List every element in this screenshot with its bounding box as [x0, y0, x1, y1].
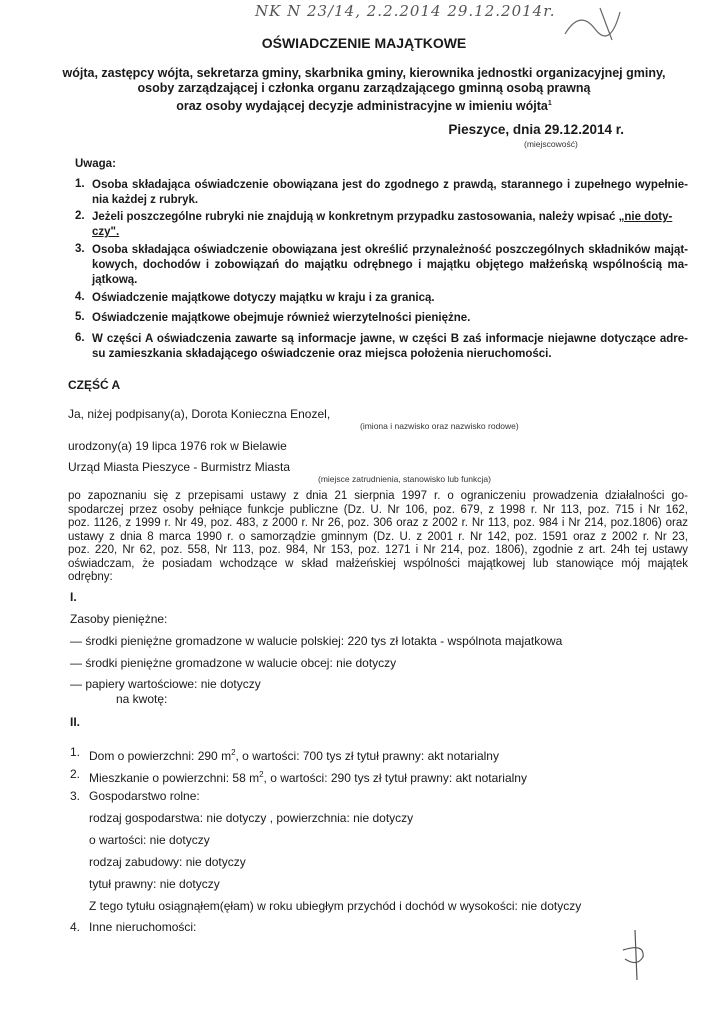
- other-property-title: Inne nieruchomości:: [89, 920, 197, 934]
- subtitle-line-1: wójta, zastępcy wójta, sekretarza gminy, skarbnika gminy, kierownika jednostki organizacyjnej gminy,: [62, 66, 666, 80]
- farm-value: o wartości: nie dotyczy: [89, 833, 210, 847]
- place-date: Pieszyce, dnia 29.12.2014 r.: [448, 122, 624, 137]
- part-a-heading: CZĘŚĆ A: [68, 378, 121, 392]
- uwaga-label: Uwaga:: [75, 158, 116, 170]
- securities-amount: na kwotę:: [116, 692, 168, 706]
- place-caption: (miejscowość): [524, 139, 578, 149]
- farm-title: Gospodarstwo rolne:: [89, 789, 200, 803]
- handwritten-reference-number: NK N 23/14, 2.2.2014 29.12.2014r.: [255, 2, 556, 20]
- declarant-line: Ja, niżej podpisany(a), Dorota Konieczna Enozel,: [68, 407, 331, 421]
- cash-foreign: — środki pieniężne gromadzone w walucie obcej: nie dotyczy: [70, 656, 397, 670]
- handwritten-initials: [615, 925, 655, 985]
- note-5: Oświadczenie majątkowe obejmuje również wierzytelności pieniężne.: [92, 312, 471, 324]
- house-num: 1.: [70, 745, 81, 759]
- section-1-heading: I.: [70, 590, 77, 604]
- note-3: Osoba składająca oświadczenie obowiązana jest określić przynależność poszczególnych składników mająt- kowych, dochodów i zobowiązań do majątku odrębnego i majątku objętego małżeńską wspólnością ma- jątkową.: [92, 244, 688, 286]
- farm-type: rodzaj gospodarstwa: nie dotyczy , powierzchnia: nie dotyczy: [89, 811, 414, 825]
- farm-num: 3.: [70, 789, 81, 803]
- employer-caption: (miejsce zatrudnienia, stanowisko lub funkcja): [318, 474, 491, 484]
- note-4: Oświadczenie majątkowe dotyczy majątku w kraju i za granicą.: [92, 292, 435, 304]
- born-line: urodzony(a) 19 lipca 1976 rok w Bielawie: [68, 439, 287, 453]
- farm-title-legal: tytuł prawny: nie dotyczy: [89, 877, 220, 891]
- flat-line: Mieszkanie o powierzchni: 58 $m^2$, o wartości: 290 tys zł tytuł prawny: akt notarialny: [89, 770, 527, 785]
- note-1: Osoba składająca oświadczenie obowiązana jest do zgodnego z prawdą, starannego i zupełnego wypełnie- nia każdej z rubryk.: [92, 179, 688, 206]
- farm-buildings: rodzaj zabudowy: nie dotyczy: [89, 855, 246, 869]
- other-property-num: 4.: [70, 920, 81, 934]
- securities: — papiery wartościowe: nie dotyczy: [70, 677, 261, 691]
- employer-line: Urząd Miasta Pieszyce - Burmistrz Miasta: [68, 460, 291, 474]
- subtitle-line-3: oraz osoby wydającej decyzje administracyjne w imieniu wójta$^1$: [176, 99, 552, 114]
- note-6: W części A oświadczenia zawarte są informacje jawne, w części B zaś informacje niejawne dotyczące adre- su zamieszkania składającego oświadczenie oraz miejsca położenia nieruchomości.: [92, 333, 688, 360]
- section-1-title: Zasoby pieniężne:: [70, 612, 168, 626]
- note-2: Jeżeli poszczególne rubryki nie znajdują w konkretnym przypadku zastosowania, należy wpisać „nie doty- czy".: [92, 211, 673, 238]
- subtitle-line-2: osoby zarządzającej i członka organu zarządzającego gminną osobą prawną: [137, 81, 591, 95]
- house-line: Dom o powierzchni: 290 $m^2$, o wartości: 700 tys zł tytuł prawny: akt notarialny: [89, 748, 499, 763]
- declarant-caption: (imiona i nazwisko oraz nazwisko rodowe): [360, 421, 519, 431]
- section-2-heading: II.: [70, 715, 81, 729]
- flat-num: 2.: [70, 767, 81, 781]
- document-title: OŚWIADCZENIE MAJĄTKOWE: [261, 35, 467, 51]
- farm-income: Z tego tytułu osiągnąłem(ęłam) w roku ubiegłym przychód i dochód w wysokości: nie dotyczy: [89, 899, 582, 913]
- cash-pln: — środki pieniężne gromadzone w walucie polskiej: 220 tys zł lotakta - wspólnota majatkowa: [70, 634, 563, 648]
- legal-paragraph: po zapoznaniu się z przepisami ustawy z dnia 21 sierpnia 1997 r. o ograniczeniu prowadzenia działalności go- spodarczej przez osoby pełniące funkcje publiczne (Dz. U. Nr 106, poz. 679, z 1998 r. Nr 113, poz. 715 i Nr 162, poz. 1126, z 1999 r. Nr 49, poz. 483, z 2000 r. Nr 26, poz. 306 oraz z 2002 r. Nr 113, poz. 984 i Nr 214, poz.1806) oraz ustawy z dnia 8 marca 1990 r. o samorządzie gminnym (Dz. U. z 2001 r. Nr 142, poz. 1591 oraz z 2002 r. Nr 23, poz. 220, Nr 62, poz. 558, Nr 113, poz. 984, Nr 153, poz. 1271 i Nr 214, poz. 1806), zgodnie z art. 24h tej ustawy oświadczam, że posiadam wchodzące w skład małżeńskiej wspólności majątkowej lub stanowiące mój majątek odrębny:: [68, 490, 688, 583]
